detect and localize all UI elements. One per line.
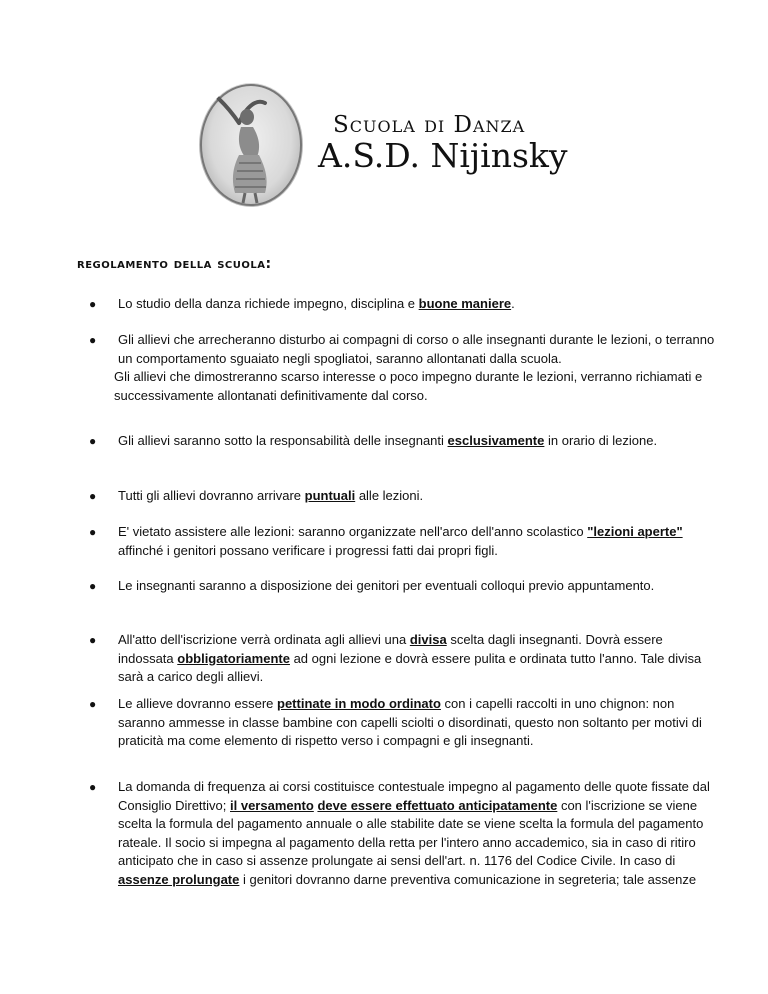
rule-text (118, 578, 654, 593)
school-name: A.S.D. Nijinsky (318, 136, 568, 175)
rule-item (89, 523, 718, 560)
text-run: affinché i genitori possano verificare i progressi fatti dai propri figli. (118, 542, 498, 558)
rule-text (118, 779, 710, 887)
rule-item (89, 432, 718, 451)
text-run: con l'iscrizione se viene scelta la formula del pagamento annuale o alle stabilite date se viene scelta la formula del pagamento rateale. Il socio si impegna al pagamento della retta per l'intero anno accademico, sia in caso di ritiro anticipato che in caso si assenze prolungate ai sensi dell'art. n. 1176 del Codice Civile. In caso di (118, 797, 704, 868)
rule-item (89, 487, 718, 506)
rule-extra-text: Gli allievi che dimostreranno scarso interesse o poco impegno durante le lezioni, verranno richiamati e successivamente allontanati definitivamente dal corso. (114, 369, 703, 403)
rule-item (89, 631, 718, 687)
rule-text (118, 332, 714, 366)
emphasis-text: assenze prolungate (118, 871, 240, 887)
text-run: scelta dagli insegnanti. Dovrà essere indossata (118, 632, 663, 666)
text-run: alle lezioni. (355, 488, 424, 503)
text-run: La domanda di frequenza ai corsi costituisce contestuale impegno al pagamento delle quote fissate dal Consiglio Direttivo; (118, 779, 710, 813)
rules-title: regolamento della scuola: (77, 256, 272, 272)
bullet-icon: ● (89, 780, 97, 794)
rule-text (118, 632, 701, 684)
bullet-icon: ● (89, 579, 97, 593)
text-run: i genitori dovranno darne preventiva comunicazione in segreteria; tale assenze (239, 871, 697, 887)
emphasis-text: "lezioni aperte" (587, 524, 683, 539)
rule-text (118, 696, 702, 748)
text-run: Gli allievi che arrecheranno disturbo ai compagni di corso o alle insegnanti durante le lezioni, o terranno un comportamento sguaiato negli spogliatoi, saranno allontanati dalla scuola. (118, 332, 715, 366)
dancer-figure (199, 83, 303, 207)
bullet-icon: ● (89, 697, 97, 711)
rule-item (89, 295, 718, 314)
bullet-icon: ● (89, 489, 97, 503)
emphasis-text: obbligatoriamente (177, 650, 290, 666)
rule-text (118, 296, 515, 311)
text-run: . (511, 296, 515, 311)
text-run: ad ogni lezione e dovrà essere pulita e ordinata tutto l'anno. Tale divisa sarà a carico degli allievi. (118, 650, 702, 684)
bullet-icon: ● (89, 333, 97, 347)
emphasis-text: deve essere effettuato anticipatamente (317, 797, 558, 813)
emphasis-text: il versamento (230, 797, 314, 813)
rule-item (89, 577, 718, 596)
rule-text (118, 524, 683, 558)
text-run: con i capelli raccolti in uno chignon: non saranno ammesse in classe bambine con capelli sciolti o disordinati, questo non soltanto per motivi di praticità ma come elemento di rispetto verso i compagni e gli insegnanti. (118, 696, 702, 748)
bullet-icon: ● (89, 633, 97, 647)
rule-item (89, 331, 718, 405)
bullet-icon: ● (89, 297, 97, 311)
text-run: in orario di lezione. (544, 433, 658, 448)
bullet-icon: ● (89, 525, 97, 539)
text-run: All'atto dell'iscrizione verrà ordinata agli allievi una (118, 632, 410, 647)
dancer-logo-icon (199, 83, 303, 207)
rule-item (89, 778, 718, 889)
rule-text (118, 488, 423, 503)
letterhead (0, 0, 768, 240)
emphasis-text: pettinate in modo ordinato (277, 696, 441, 711)
emphasis-text: esclusivamente (447, 433, 545, 448)
emphasis-text: buone maniere (418, 296, 512, 311)
text-run: Le allieve dovranno essere (118, 696, 277, 711)
bullet-icon: ● (89, 434, 97, 448)
rule-item (89, 695, 718, 751)
text-run: Le insegnanti saranno a disposizione dei genitori per eventuali colloqui previo appuntamento. (118, 578, 655, 593)
text-run: Gli allievi saranno sotto la responsabilità delle insegnanti (118, 433, 448, 448)
rule-text (118, 433, 657, 448)
text-run: Lo studio della danza richiede impegno, disciplina e (118, 296, 419, 311)
text-run: Tutti gli allievi dovranno arrivare (118, 488, 305, 503)
emphasis-text: puntuali (304, 488, 356, 503)
emphasis-text: divisa (409, 632, 447, 647)
school-type: Scuola di Danza (333, 112, 526, 138)
text-run: E' vietato assistere alle lezioni: saranno organizzate nell'arco dell'anno scolastico (118, 524, 588, 539)
